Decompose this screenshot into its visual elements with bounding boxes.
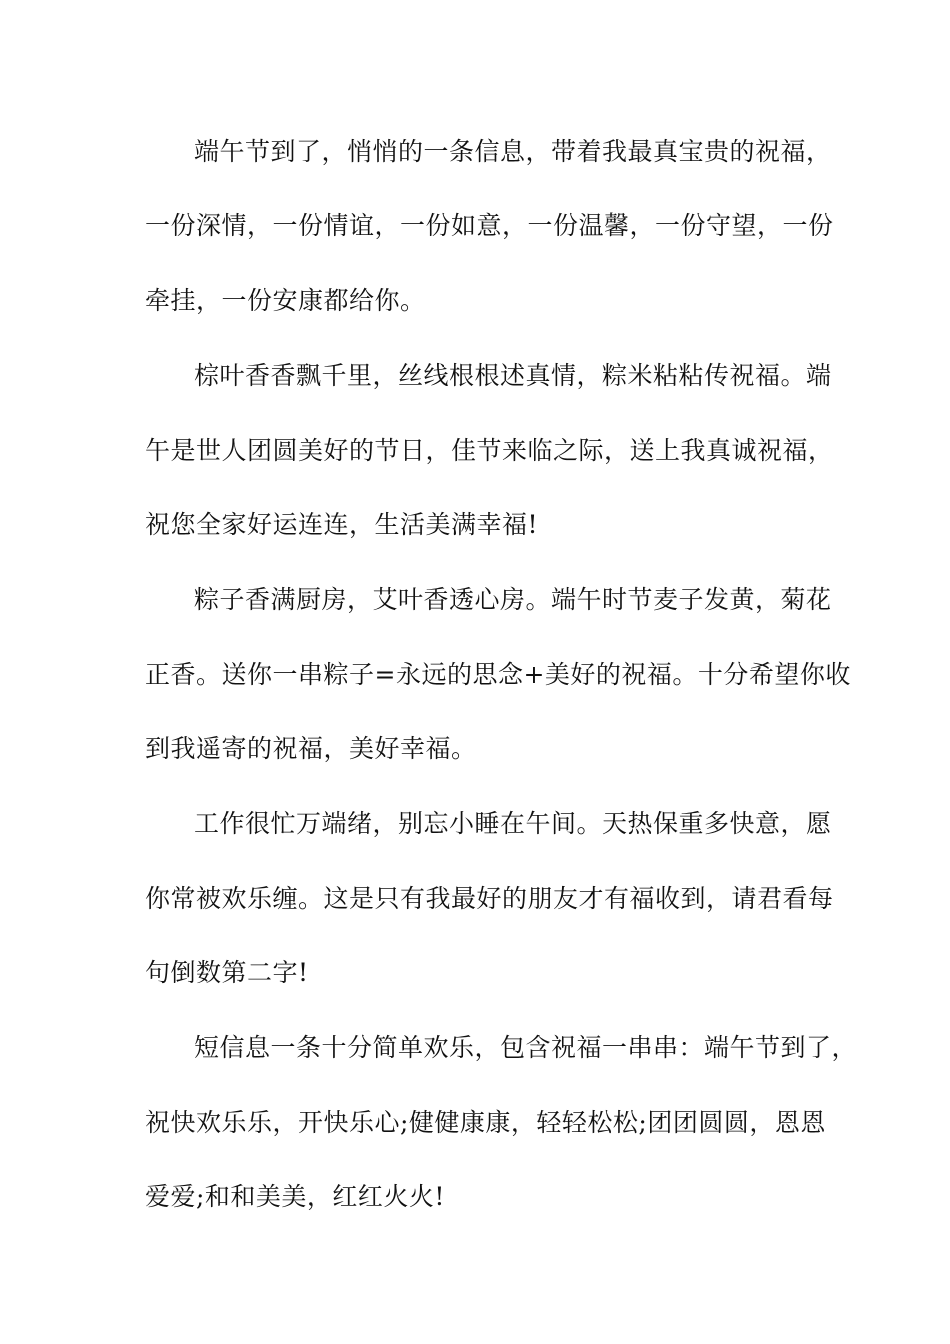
paragraph-3-line-3: 到我遥寄的祝福，美好幸福。 <box>145 734 477 763</box>
paragraph-1-line-2: 一份深情，一份情谊，一份如意，一份温馨，一份守望，一份 <box>145 211 834 240</box>
paragraph-4-line-1: 工作很忙万端绪，别忘小睡在午间。天热保重多快意，愿 <box>194 809 832 838</box>
paragraph-4-line-3: 句倒数第二字! <box>145 958 309 987</box>
paragraph-5-line-3: 爱爱;和和美美，红红火火! <box>145 1182 445 1211</box>
paragraph-2-line-2: 午是世人团圆美好的节日，佳节来临之际，送上我真诚祝福， <box>145 436 834 465</box>
paragraph-3-line-2: 正香。送你一串粽子=永远的思念+美好的祝福。十分希望你收 <box>145 660 851 689</box>
paragraph-2-line-1: 棕叶香香飘千里，丝线根根述真情，粽米粘粘传祝福。端 <box>194 361 832 390</box>
paragraph-5-line-2: 祝快欢乐乐，开快乐心;健健康康，轻轻松松;团团圆圆，恩恩 <box>145 1108 826 1137</box>
paragraph-1-line-3: 牵挂，一份安康都给你。 <box>145 286 426 315</box>
paragraph-2-line-3: 祝您全家好运连连，生活美满幸福! <box>145 510 539 539</box>
paragraph-1-line-1: 端午节到了，悄悄的一条信息，带着我最真宝贵的祝福， <box>194 137 832 166</box>
paragraph-3-line-1: 粽子香满厨房，艾叶香透心房。端午时节麦子发黄，菊花 <box>194 585 832 614</box>
paragraph-4-line-2: 你常被欢乐缠。这是只有我最好的朋友才有福收到，请君看每 <box>145 884 834 913</box>
paragraph-5-line-1: 短信息一条十分简单欢乐，包含祝福一串串：端午节到了， <box>194 1033 858 1062</box>
